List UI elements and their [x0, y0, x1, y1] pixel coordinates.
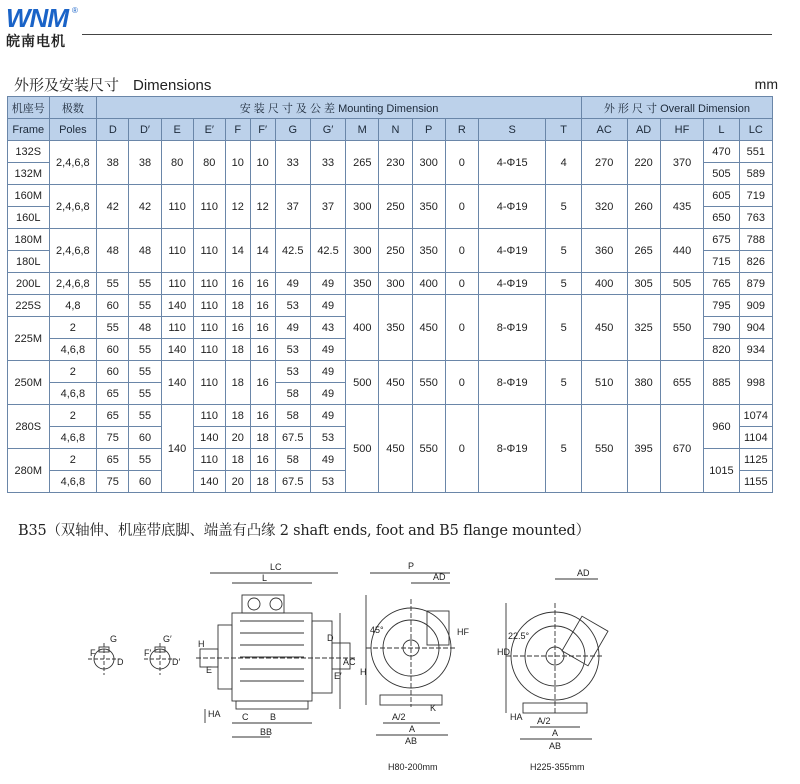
table-cell: 450 — [379, 361, 412, 405]
table-row — [8, 229, 773, 251]
poles-cell: 2,4,6,8 — [49, 141, 97, 185]
table-cell: 1125 — [739, 449, 772, 471]
header-poles-en: Poles — [49, 119, 97, 141]
table-cell: 5 — [546, 361, 581, 405]
table-cell: 0 — [445, 405, 478, 493]
table-cell: 16 — [250, 361, 275, 405]
dim-label-ha: HA — [208, 709, 221, 719]
table-row — [8, 361, 773, 383]
table-cell: 33 — [310, 141, 345, 185]
table-cell: 450 — [581, 295, 627, 361]
angle-label-45: 45° — [370, 625, 384, 635]
dim-label-ab-large: AB — [549, 741, 562, 751]
table-cell: 8-Φ19 — [478, 295, 545, 361]
logo-chinese-name: 皖南电机 — [6, 33, 66, 49]
table-cell: 670 — [660, 405, 704, 493]
table-cell: 38 — [129, 141, 161, 185]
table-cell: 589 — [739, 163, 772, 185]
table-cell: 300 — [379, 273, 412, 295]
table-cell: 20 — [225, 471, 250, 493]
col-header: F — [225, 119, 250, 141]
dim-label-ha-large: HA — [510, 712, 523, 722]
header-poles-cn: 极数 — [49, 97, 97, 119]
table-cell: 49 — [275, 317, 310, 339]
col-header: LC — [739, 119, 772, 141]
table-cell: 320 — [581, 185, 627, 229]
table-cell: 38 — [97, 141, 129, 185]
table-cell: 820 — [704, 339, 739, 361]
table-cell: 305 — [627, 273, 660, 295]
table-cell: 49 — [310, 383, 345, 405]
table-cell: 350 — [379, 295, 412, 361]
technical-drawing — [0, 555, 800, 784]
table-cell: 110 — [161, 273, 193, 295]
table-cell: 16 — [225, 317, 250, 339]
shaft2-label-g: G′ — [163, 634, 172, 644]
front-view-small-frame — [366, 573, 456, 735]
table-cell: 400 — [581, 273, 627, 295]
table-cell: 350 — [346, 273, 379, 295]
dim-label-p: P — [408, 561, 415, 571]
caption-large-frame: H225-355mm — [530, 762, 585, 772]
table-cell: 140 — [161, 339, 193, 361]
table-cell: 605 — [704, 185, 739, 207]
dim-label-a: A — [409, 724, 416, 734]
table-cell: 75 — [97, 427, 129, 449]
table-cell: 879 — [739, 273, 772, 295]
table-cell: 909 — [739, 295, 772, 317]
frame-cell: 160M — [8, 185, 50, 207]
table-cell: 550 — [581, 405, 627, 493]
col-header: G′ — [310, 119, 345, 141]
col-header: R — [445, 119, 478, 141]
table-cell: 500 — [346, 361, 379, 405]
table-cell: 75 — [97, 471, 129, 493]
table-cell: 110 — [193, 405, 225, 427]
shaft-label-d: D — [117, 657, 124, 667]
table-cell: 435 — [660, 185, 704, 229]
col-header: T — [546, 119, 581, 141]
table-cell: 0 — [445, 141, 478, 185]
table-cell: 42.5 — [275, 229, 310, 273]
table-cell: 67.5 — [275, 427, 310, 449]
col-header: D′ — [129, 119, 161, 141]
table-cell: 470 — [704, 141, 739, 163]
table-cell: 53 — [275, 361, 310, 383]
poles-cell: 2 — [49, 361, 97, 383]
table-cell: 885 — [704, 361, 739, 405]
table-cell: 60 — [129, 471, 161, 493]
section-title — [14, 74, 211, 95]
table-cell: 14 — [250, 229, 275, 273]
table-cell: 450 — [412, 295, 445, 361]
dim-label-l: L — [262, 573, 268, 583]
table-cell: 5 — [546, 229, 581, 273]
table-cell: 49 — [310, 405, 345, 427]
table-cell: 110 — [161, 317, 193, 339]
table-cell: 370 — [660, 141, 704, 185]
dim-label-b: B — [270, 712, 277, 722]
table-cell: 58 — [275, 449, 310, 471]
frame-cell: 200L — [8, 273, 50, 295]
table-cell: 48 — [129, 317, 161, 339]
table-cell: 505 — [660, 273, 704, 295]
table-cell: 49 — [310, 449, 345, 471]
poles-cell: 4,8 — [49, 295, 97, 317]
table-cell: 0 — [445, 295, 478, 361]
table-cell: 500 — [346, 405, 379, 493]
table-cell: 300 — [346, 229, 379, 273]
table-cell: 55 — [129, 339, 161, 361]
table-cell: 655 — [660, 361, 704, 405]
table-cell: 360 — [581, 229, 627, 273]
shaft-label-g: G — [110, 634, 118, 644]
col-header: G — [275, 119, 310, 141]
table-cell: 250 — [379, 229, 412, 273]
table-cell: 4 — [546, 141, 581, 185]
header-overall-dimension: 外 形 尺 寸 Overall Dimension — [581, 97, 772, 119]
table-cell: 49 — [310, 339, 345, 361]
table-cell: 4-Φ19 — [478, 185, 545, 229]
table-cell: 140 — [161, 361, 193, 405]
table-cell: 16 — [250, 449, 275, 471]
table-cell: 18 — [225, 405, 250, 427]
table-cell: 325 — [627, 295, 660, 361]
table-cell: 1155 — [739, 471, 772, 493]
table-cell: 5 — [546, 405, 581, 493]
col-header: AC — [581, 119, 627, 141]
table-cell: 4-Φ19 — [478, 229, 545, 273]
table-cell: 765 — [704, 273, 739, 295]
col-header: N — [379, 119, 412, 141]
col-header: P — [412, 119, 445, 141]
table-cell: 110 — [193, 317, 225, 339]
frame-cell: 180M — [8, 229, 50, 251]
col-header: F′ — [250, 119, 275, 141]
poles-cell: 4,6,8 — [49, 383, 97, 405]
shaft2-label-f: F′ — [144, 648, 152, 658]
table-cell: 0 — [445, 273, 478, 295]
table-cell: 960 — [704, 405, 739, 449]
table-cell: 12 — [250, 185, 275, 229]
frame-cell: 180L — [8, 251, 50, 273]
table-cell: 550 — [412, 361, 445, 405]
caption-small-frame: H80-200mm — [388, 762, 438, 772]
table-cell: 790 — [704, 317, 739, 339]
table-cell: 110 — [161, 185, 193, 229]
frame-cell: 280M — [8, 449, 50, 493]
frame-cell: 280S — [8, 405, 50, 449]
angle-label-22: 22.5° — [508, 631, 530, 641]
col-header: E′ — [193, 119, 225, 141]
table-cell: 220 — [627, 141, 660, 185]
table-cell: 80 — [193, 141, 225, 185]
table-cell: 300 — [412, 141, 445, 185]
header-frame-en: Frame — [8, 119, 50, 141]
table-cell: 16 — [250, 295, 275, 317]
table-cell: 110 — [193, 229, 225, 273]
table-cell: 49 — [275, 273, 310, 295]
table-cell: 18 — [250, 427, 275, 449]
table-cell: 49 — [310, 361, 345, 383]
table-row — [8, 405, 773, 427]
section-title-en: Dimensions — [133, 77, 212, 94]
dim-label-ad-large: AD — [577, 568, 590, 578]
table-cell: 10 — [250, 141, 275, 185]
table-cell: 826 — [739, 251, 772, 273]
b35-title: B35（双轴伸、机座带底脚、端盖有凸缘 2 shaft ends, foot and B5 flange mounted） — [18, 523, 590, 539]
table-cell: 5 — [546, 295, 581, 361]
dim-label-lc: LC — [270, 562, 282, 572]
frame-cell: 225M — [8, 317, 50, 361]
table-cell: 20 — [225, 427, 250, 449]
table-cell: 110 — [193, 361, 225, 405]
table-cell: 14 — [225, 229, 250, 273]
dim-label-ad: AD — [433, 572, 446, 582]
table-cell: 400 — [412, 273, 445, 295]
poles-cell: 2 — [49, 449, 97, 471]
frame-cell: 132S — [8, 141, 50, 163]
col-header: D — [97, 119, 129, 141]
table-cell: 110 — [193, 449, 225, 471]
dim-label-a-large: A — [552, 728, 559, 738]
table-cell: 65 — [97, 383, 129, 405]
table-cell: 550 — [412, 405, 445, 493]
table-cell: 53 — [275, 339, 310, 361]
col-header: L — [704, 119, 739, 141]
col-header: E — [161, 119, 193, 141]
dim-label-h: H — [198, 639, 205, 649]
col-header: HF — [660, 119, 704, 141]
table-cell: 350 — [412, 185, 445, 229]
table-cell: 65 — [97, 405, 129, 427]
table-cell: 140 — [161, 405, 193, 493]
table-cell: 16 — [250, 405, 275, 427]
table-cell: 110 — [161, 229, 193, 273]
table-cell: 675 — [704, 229, 739, 251]
poles-cell: 2,4,6,8 — [49, 273, 97, 295]
table-cell: 763 — [739, 207, 772, 229]
table-cell: 265 — [627, 229, 660, 273]
table-cell: 510 — [581, 361, 627, 405]
table-cell: 49 — [310, 295, 345, 317]
table-cell: 37 — [275, 185, 310, 229]
dim-label-hf: HF — [457, 627, 469, 637]
table-cell: 60 — [97, 361, 129, 383]
table-cell: 16 — [250, 273, 275, 295]
table-cell: 380 — [627, 361, 660, 405]
table-cell: 5 — [546, 185, 581, 229]
table-cell: 270 — [581, 141, 627, 185]
poles-cell: 4,6,8 — [49, 427, 97, 449]
table-cell: 300 — [346, 185, 379, 229]
table-cell: 350 — [412, 229, 445, 273]
table-cell: 55 — [129, 383, 161, 405]
table-cell: 230 — [379, 141, 412, 185]
table-cell: 37 — [310, 185, 345, 229]
table-cell: 58 — [275, 383, 310, 405]
table-cell: 55 — [97, 273, 129, 295]
table-cell: 505 — [704, 163, 739, 185]
table-cell: 55 — [129, 449, 161, 471]
dim-label-c: C — [242, 712, 249, 722]
table-cell: 0 — [445, 229, 478, 273]
table-cell: 8-Φ19 — [478, 405, 545, 493]
table-cell: 400 — [346, 295, 379, 361]
table-cell: 18 — [225, 295, 250, 317]
col-header: S — [478, 119, 545, 141]
frame-cell: 160L — [8, 207, 50, 229]
header-mounting-dimension: 安 装 尺 寸 及 公 差 Mounting Dimension — [97, 97, 582, 119]
table-cell: 450 — [379, 405, 412, 493]
table-cell: 140 — [161, 295, 193, 317]
dim-label-e-prime: E′ — [334, 671, 342, 681]
table-cell: 719 — [739, 185, 772, 207]
table-cell: 67.5 — [275, 471, 310, 493]
table-cell: 395 — [627, 405, 660, 493]
dim-label-ab: AB — [405, 736, 418, 746]
table-cell: 110 — [193, 295, 225, 317]
table-cell: 48 — [97, 229, 129, 273]
table-cell: 55 — [97, 317, 129, 339]
table-cell: 715 — [704, 251, 739, 273]
dim-label-hd: HD — [497, 647, 510, 657]
dim-label-ac: AC — [343, 657, 356, 667]
table-cell: 55 — [129, 361, 161, 383]
table-cell: 49 — [310, 273, 345, 295]
table-cell: 8-Φ19 — [478, 361, 545, 405]
shaft-label-f: F — [90, 648, 96, 658]
frame-cell: 132M — [8, 163, 50, 185]
frame-cell: 225S — [8, 295, 50, 317]
table-row — [8, 295, 773, 317]
table-cell: 1074 — [739, 405, 772, 427]
table-cell: 110 — [193, 273, 225, 295]
table-cell: 110 — [193, 185, 225, 229]
table-cell: 42.5 — [310, 229, 345, 273]
table-cell: 4-Φ19 — [478, 273, 545, 295]
table-cell: 65 — [97, 449, 129, 471]
table-cell: 998 — [739, 361, 772, 405]
table-cell: 55 — [129, 295, 161, 317]
dim-label-bb: BB — [260, 727, 273, 737]
table-cell: 43 — [310, 317, 345, 339]
dim-label-a-half: A/2 — [392, 712, 406, 722]
shaft2-label-d: D′ — [172, 657, 181, 667]
table-cell: 53 — [275, 295, 310, 317]
table-cell: 0 — [445, 361, 478, 405]
table-cell: 1104 — [739, 427, 772, 449]
poles-cell: 4,6,8 — [49, 339, 97, 361]
table-cell: 60 — [97, 295, 129, 317]
brand-logo — [6, 4, 76, 56]
header-frame-cn: 机座号 — [8, 97, 50, 119]
table-cell: 265 — [346, 141, 379, 185]
dim-label-a-half-large: A/2 — [537, 716, 551, 726]
table-cell: 650 — [704, 207, 739, 229]
table-row — [8, 141, 773, 163]
table-cell: 55 — [129, 405, 161, 427]
frame-cell: 250M — [8, 361, 50, 405]
table-cell: 5 — [546, 273, 581, 295]
table-cell: 55 — [129, 273, 161, 295]
poles-cell: 2,4,6,8 — [49, 185, 97, 229]
table-cell: 250 — [379, 185, 412, 229]
table-cell: 60 — [97, 339, 129, 361]
table-cell: 140 — [193, 471, 225, 493]
table-cell: 260 — [627, 185, 660, 229]
dim-label-k: K — [430, 703, 437, 713]
table-cell: 550 — [660, 295, 704, 361]
table-cell: 48 — [129, 229, 161, 273]
table-cell: 16 — [250, 339, 275, 361]
dim-label-e: E — [206, 665, 213, 675]
table-cell: 18 — [250, 471, 275, 493]
unit-label: mm — [754, 76, 778, 92]
table-cell: 10 — [225, 141, 250, 185]
table-cell: 795 — [704, 295, 739, 317]
table-cell: 16 — [250, 317, 275, 339]
dim-label-h-front: H — [360, 667, 367, 677]
table-cell: 4-Φ15 — [478, 141, 545, 185]
table-cell: 53 — [310, 427, 345, 449]
table-cell: 80 — [161, 141, 193, 185]
poles-cell: 2 — [49, 317, 97, 339]
poles-cell: 4,6,8 — [49, 471, 97, 493]
table-cell: 788 — [739, 229, 772, 251]
table-cell: 904 — [739, 317, 772, 339]
table-cell: 551 — [739, 141, 772, 163]
table-cell: 110 — [193, 339, 225, 361]
table-cell: 1015 — [704, 449, 739, 493]
dimension-table — [7, 96, 773, 493]
section-title-cn: 外形及安装尺寸 — [14, 77, 120, 94]
poles-cell: 2 — [49, 405, 97, 427]
table-cell: 16 — [225, 273, 250, 295]
table-cell: 18 — [225, 361, 250, 405]
table-cell: 53 — [310, 471, 345, 493]
table-cell: 934 — [739, 339, 772, 361]
table-cell: 0 — [445, 185, 478, 229]
registered-mark: ® — [72, 6, 78, 15]
poles-cell: 2,4,6,8 — [49, 229, 97, 273]
table-cell: 18 — [225, 339, 250, 361]
table-cell: 42 — [97, 185, 129, 229]
table-cell: 12 — [225, 185, 250, 229]
table-row — [8, 273, 773, 295]
dim-label-d: D — [327, 633, 334, 643]
table-cell: 42 — [129, 185, 161, 229]
col-header: AD — [627, 119, 660, 141]
table-row — [8, 185, 773, 207]
col-header: M — [346, 119, 379, 141]
table-cell: 58 — [275, 405, 310, 427]
table-cell: 140 — [193, 427, 225, 449]
table-cell: 60 — [129, 427, 161, 449]
header-rule — [82, 34, 772, 35]
table-cell: 33 — [275, 141, 310, 185]
logo-mark: WNM — [6, 3, 68, 33]
table-cell: 440 — [660, 229, 704, 273]
table-cell: 18 — [225, 449, 250, 471]
